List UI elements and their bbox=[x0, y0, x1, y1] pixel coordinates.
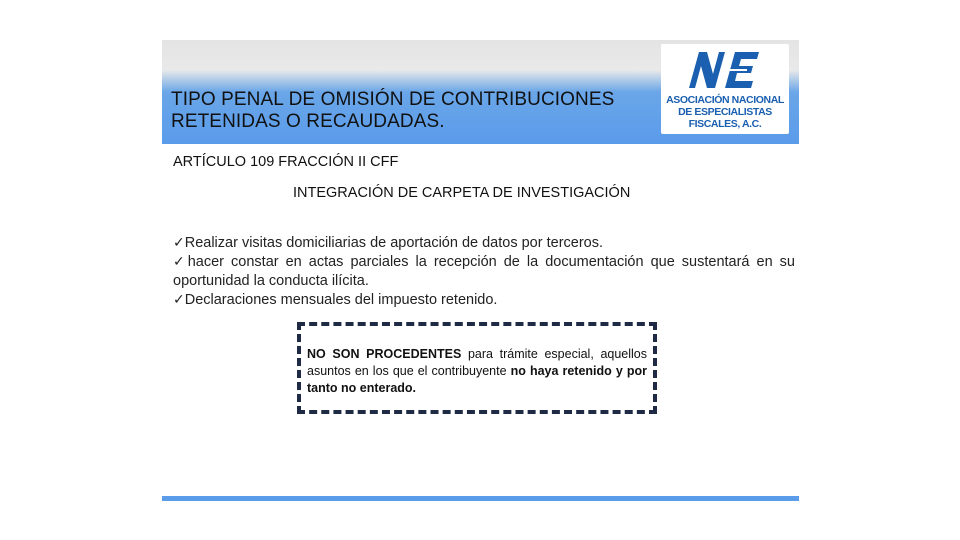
title-line-2: RETENIDAS O RECAUDADAS. bbox=[171, 111, 445, 132]
title-line-1: TIPO PENAL DE OMISIÓN DE CONTRIBUCIONES bbox=[171, 89, 615, 110]
logo-line-3: FISCALES, A.C. bbox=[688, 118, 762, 130]
slide-title bbox=[171, 89, 614, 133]
check-icon: ✓ bbox=[173, 292, 185, 308]
note-box bbox=[297, 322, 657, 414]
note-text bbox=[307, 346, 647, 397]
logo-text bbox=[661, 94, 789, 130]
article-reference: ARTÍCULO 109 FRACCIÓN II CFF bbox=[173, 154, 399, 170]
bullet-text: Realizar visitas domiciliarias de aportación de datos por terceros. bbox=[184, 235, 604, 251]
ne-logo-icon bbox=[685, 48, 761, 90]
note-middle: para trámite especial, aquellos asuntos en los que el contribuyente bbox=[307, 347, 648, 378]
list-item bbox=[173, 253, 795, 291]
check-icon: ✓ bbox=[173, 235, 185, 251]
bullet-text: hacer constar en actas parciales la recepción de la documentación que sustentará en su oportunidad la conducta ilícita. bbox=[173, 254, 795, 289]
list-item bbox=[173, 234, 795, 253]
logo-line-2: DE ESPECIALISTAS bbox=[678, 106, 772, 118]
section-subtitle: INTEGRACIÓN DE CARPETA DE INVESTIGACIÓN bbox=[293, 185, 631, 201]
association-logo bbox=[661, 44, 789, 134]
list-item bbox=[173, 291, 795, 310]
note-bold-end: no haya retenido y por tanto no enterado. bbox=[307, 364, 647, 395]
logo-line-1: ASOCIACIÓN NACIONAL bbox=[666, 94, 784, 106]
check-icon: ✓ bbox=[173, 254, 188, 270]
bullet-list bbox=[173, 234, 795, 310]
bullet-text: Declaraciones mensuales del impuesto retenido. bbox=[184, 292, 498, 308]
footer-line bbox=[162, 496, 799, 501]
note-bold-start: NO SON PROCEDENTES bbox=[307, 347, 462, 361]
